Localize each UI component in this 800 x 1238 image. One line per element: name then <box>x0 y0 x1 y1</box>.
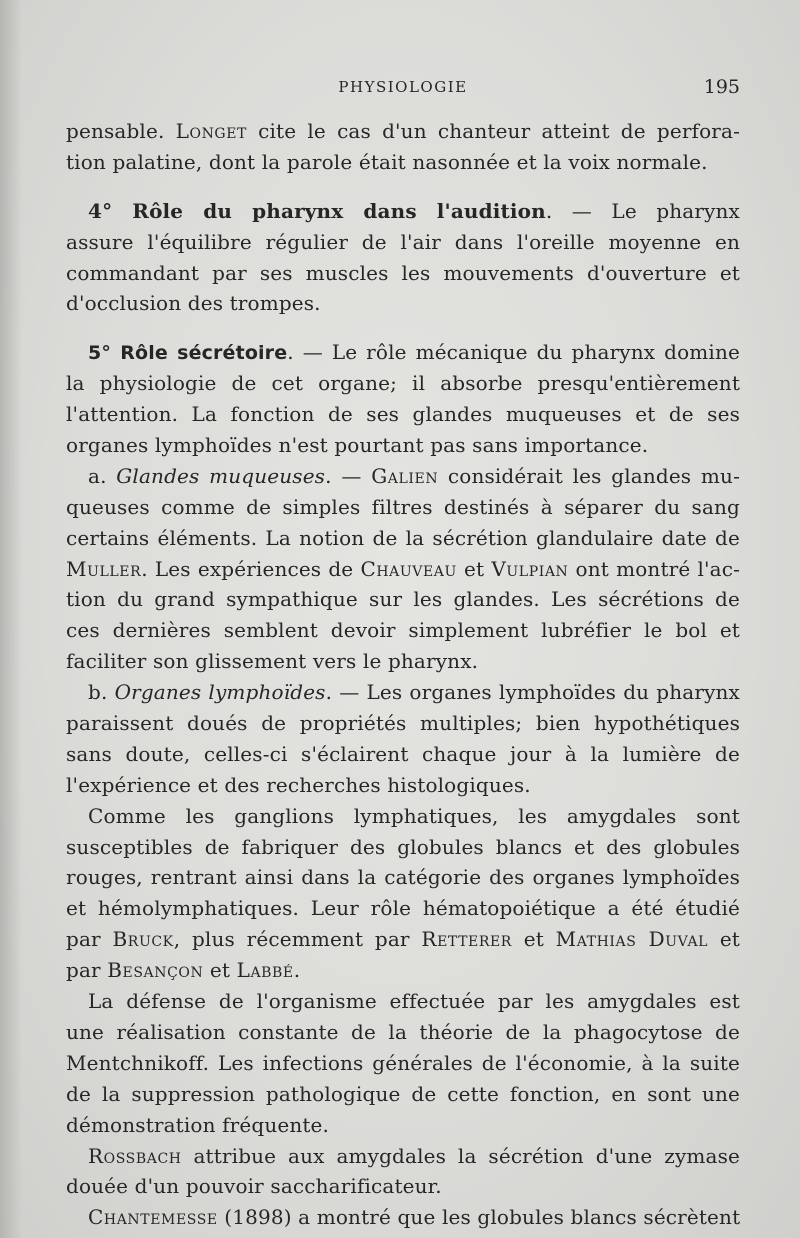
text-run: . — Le rôle mécanique du pharynx domine <box>287 340 740 365</box>
text-line: de la suppression pathologique de cette fonction, en sont une <box>66 1081 740 1106</box>
text-line: certains éléments. La notion de la sécrétion glandulaire date de <box>66 525 740 550</box>
section-heading: 4° Rôle du pharynx dans l'audition <box>88 198 546 223</box>
text-run: par <box>66 927 113 952</box>
text-run: . — Les organes lymphoïdes du pharynx <box>325 680 740 705</box>
paragraph-ganglions <box>66 801 740 986</box>
text-run: et <box>511 927 556 952</box>
text-line: et hémolymphatiques. Leur rôle hématopoiétique a été étudié <box>66 896 740 921</box>
page-header <box>66 74 740 104</box>
section-audition <box>66 196 740 320</box>
text-run: b. <box>88 680 115 705</box>
text-line: démonstration fréquente. <box>66 1112 330 1137</box>
text-line: douée d'un pouvoir saccharificateur. <box>66 1174 442 1199</box>
text-run: , plus récemment par <box>173 927 422 952</box>
author-name: Rossbach <box>88 1143 182 1168</box>
text-line: la physiologie de cet organe; il absorbe presqu'entièrement <box>66 371 740 396</box>
text-line: une réalisation constante de la théorie de la phagocytose de <box>66 1019 740 1044</box>
text-line: queuses comme de simples filtres destinés à séparer du sang <box>66 494 740 519</box>
paragraph-rossbach <box>66 1141 740 1203</box>
subsection-title: Organes lymphoïdes <box>114 680 326 705</box>
author-name: Longet <box>175 119 247 143</box>
text-line: d'occlusion des trompes. <box>66 291 321 316</box>
author-name: Mathias Duval <box>555 927 709 952</box>
author-name: Galien <box>371 463 439 488</box>
text-run: . — Le pharynx <box>545 198 740 223</box>
text-run: et <box>708 927 740 952</box>
text-line: faciliter son glissement vers le pharynx. <box>66 649 479 674</box>
section-heading: 5° Rôle sécrétoire <box>88 342 288 365</box>
author-name: Bruck <box>112 927 174 952</box>
author-name: Muller <box>66 556 142 581</box>
text-line: sans doute, celles-ci s'éclairent chaque jour à la lumière de <box>66 741 740 766</box>
text-run: a. <box>88 463 117 488</box>
text-run: considérait les glandes mu- <box>438 463 740 488</box>
body-text <box>66 116 740 1233</box>
text-run: (1898) a montré que les globules blancs sécrètent <box>217 1205 741 1230</box>
text-run: . — <box>325 463 372 488</box>
paragraph-chantemesse <box>66 1202 740 1233</box>
author-name: Besançon <box>107 958 204 983</box>
text-line: rouges, rentrant ainsi dans la catégorie des organes lymphoïdes <box>66 865 740 890</box>
text-line: La défense de l'organisme effectuée par les amygdales est <box>88 989 740 1014</box>
page-number: 195 <box>703 76 740 98</box>
section-secretoire <box>66 337 740 461</box>
text-line: assure l'équilibre régulier de l'air dans l'oreille moyenne en <box>66 229 740 254</box>
text-line: ces dernières semblent devoir simplement lubréfier le bol et <box>66 618 740 643</box>
text-line: tion du grand sympathique sur les glandes. Les sécrétions de <box>66 587 740 612</box>
text-run: et <box>456 556 492 581</box>
text-run: pensable. <box>66 119 176 143</box>
text-run: et <box>203 958 237 983</box>
subsection-organes <box>66 677 740 801</box>
text-run: cite le cas d'un chanteur atteint de perfora- <box>246 119 740 143</box>
text-run: attribue aux amygdales la sécrétion d'une zymase <box>181 1143 740 1168</box>
text-line: organes lymphoïdes n'est pourtant pas sans importance. <box>66 433 649 458</box>
text-line: susceptibles de fabriquer des globules blancs et des globules <box>66 834 740 859</box>
paragraph-longet <box>66 116 740 178</box>
text-line: tion palatine, dont la parole était nasonnée et la voix normale. <box>66 149 708 174</box>
text-run: ont montré l'ac- <box>568 556 740 581</box>
text-line: commandant par ses muscles les mouvements d'ouverture et <box>66 260 740 285</box>
running-head: PHYSIOLOGIE <box>338 78 468 96</box>
text-run: . <box>293 958 301 983</box>
text-line: Mentchnikoff. Les infections générales de l'économie, à la suite <box>66 1050 740 1075</box>
text-line: l'expérience et des recherches histologiques. <box>66 772 531 797</box>
text-run: par <box>66 958 108 983</box>
text-run: . Les expériences de <box>141 556 361 581</box>
author-name: Chantemesse <box>88 1205 218 1230</box>
author-name: Retterer <box>421 927 512 952</box>
subsection-title: Glandes muqueuses <box>116 463 326 488</box>
subsection-glandes <box>66 461 740 677</box>
author-name: Vulpian <box>491 556 569 581</box>
text-line: l'attention. La fonction de ses glandes muqueuses et de ses <box>66 402 740 427</box>
text-line: paraissent doués de propriétés multiples; bien hypothétiques <box>66 711 740 736</box>
paragraph-defense <box>66 986 740 1140</box>
author-name: Chauveau <box>360 556 457 581</box>
author-name: Labbé <box>236 958 294 983</box>
text-line: Comme les ganglions lymphatiques, les amygdales sont <box>88 803 740 828</box>
